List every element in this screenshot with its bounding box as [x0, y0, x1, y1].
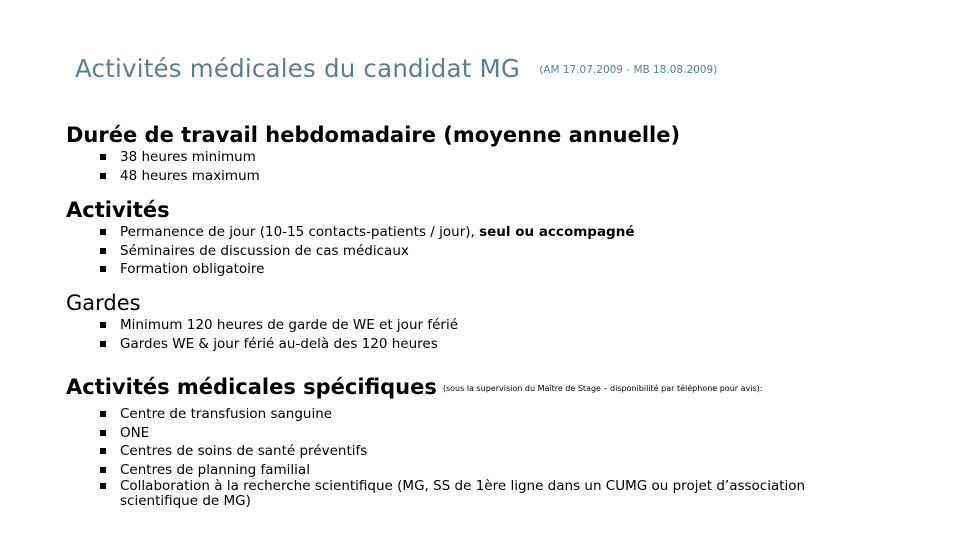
bullet-list [66, 316, 458, 353]
list-item: Centres de soins de santé préventifs [100, 442, 840, 461]
list-item: ONE [100, 424, 840, 443]
list-item: Minimum 120 heures de garde de WE et jour férié [100, 316, 458, 335]
bullet-square-icon [100, 430, 106, 436]
section-activities [66, 197, 635, 279]
bullet-square-icon [100, 322, 106, 328]
emphasis-text: seul ou accompagné [479, 224, 635, 240]
section-working-hours [66, 122, 680, 185]
title-legal-reference: (AM 17.07.2009 - MB 18.08.2009) [539, 64, 718, 76]
list-item: Collaboration à la recherche scientifique (MG, SS de 1ère ligne dans un CUMG ou projet d’association scientifique de MG) [100, 479, 840, 509]
bullet-square-icon [100, 467, 106, 473]
bullet-square-icon [100, 341, 106, 347]
slide-title [75, 54, 717, 83]
section-heading: Gardes [66, 291, 141, 315]
list-item: Centres de planning familial [100, 461, 840, 480]
list-item: Centre de transfusion sanguine [100, 405, 840, 424]
heading-note: (sous la supervision du Maître de Stage – disponibilité par téléphone pour avis): [442, 384, 763, 393]
bullet-square-icon [100, 154, 106, 160]
bullet-square-icon [100, 173, 106, 179]
bullet-list [66, 148, 680, 185]
bullet-square-icon [100, 411, 106, 417]
list-item: Gardes WE & jour férié au-delà des 120 heures [100, 335, 458, 354]
list-item: Séminaires de discussion de cas médicaux [100, 242, 635, 261]
bullet-list [66, 405, 840, 509]
section-heading: Activités médicales spécifiques (sous la supervision du Maître de Stage – disponibilité par téléphone pour avis): [66, 375, 763, 399]
section-specific-activities [66, 374, 840, 509]
section-on-call [66, 290, 458, 353]
bullet-square-icon [100, 483, 106, 489]
bullet-square-icon [100, 448, 106, 454]
bullet-square-icon [100, 229, 106, 235]
bullet-square-icon [100, 266, 106, 272]
list-item: Permanence de jour (10-15 contacts-patients / jour), seul ou accompagné [100, 223, 635, 242]
list-item: 38 heures minimum [100, 148, 680, 167]
title-main: Activités médicales du candidat MG [75, 54, 521, 83]
bullet-list [66, 223, 635, 279]
bullet-square-icon [100, 248, 106, 254]
list-item: Formation obligatoire [100, 260, 635, 279]
section-heading: Durée de travail hebdomadaire (moyenne annuelle) [66, 123, 681, 147]
list-item: 48 heures maximum [100, 167, 680, 186]
section-heading: Activités [66, 198, 170, 222]
